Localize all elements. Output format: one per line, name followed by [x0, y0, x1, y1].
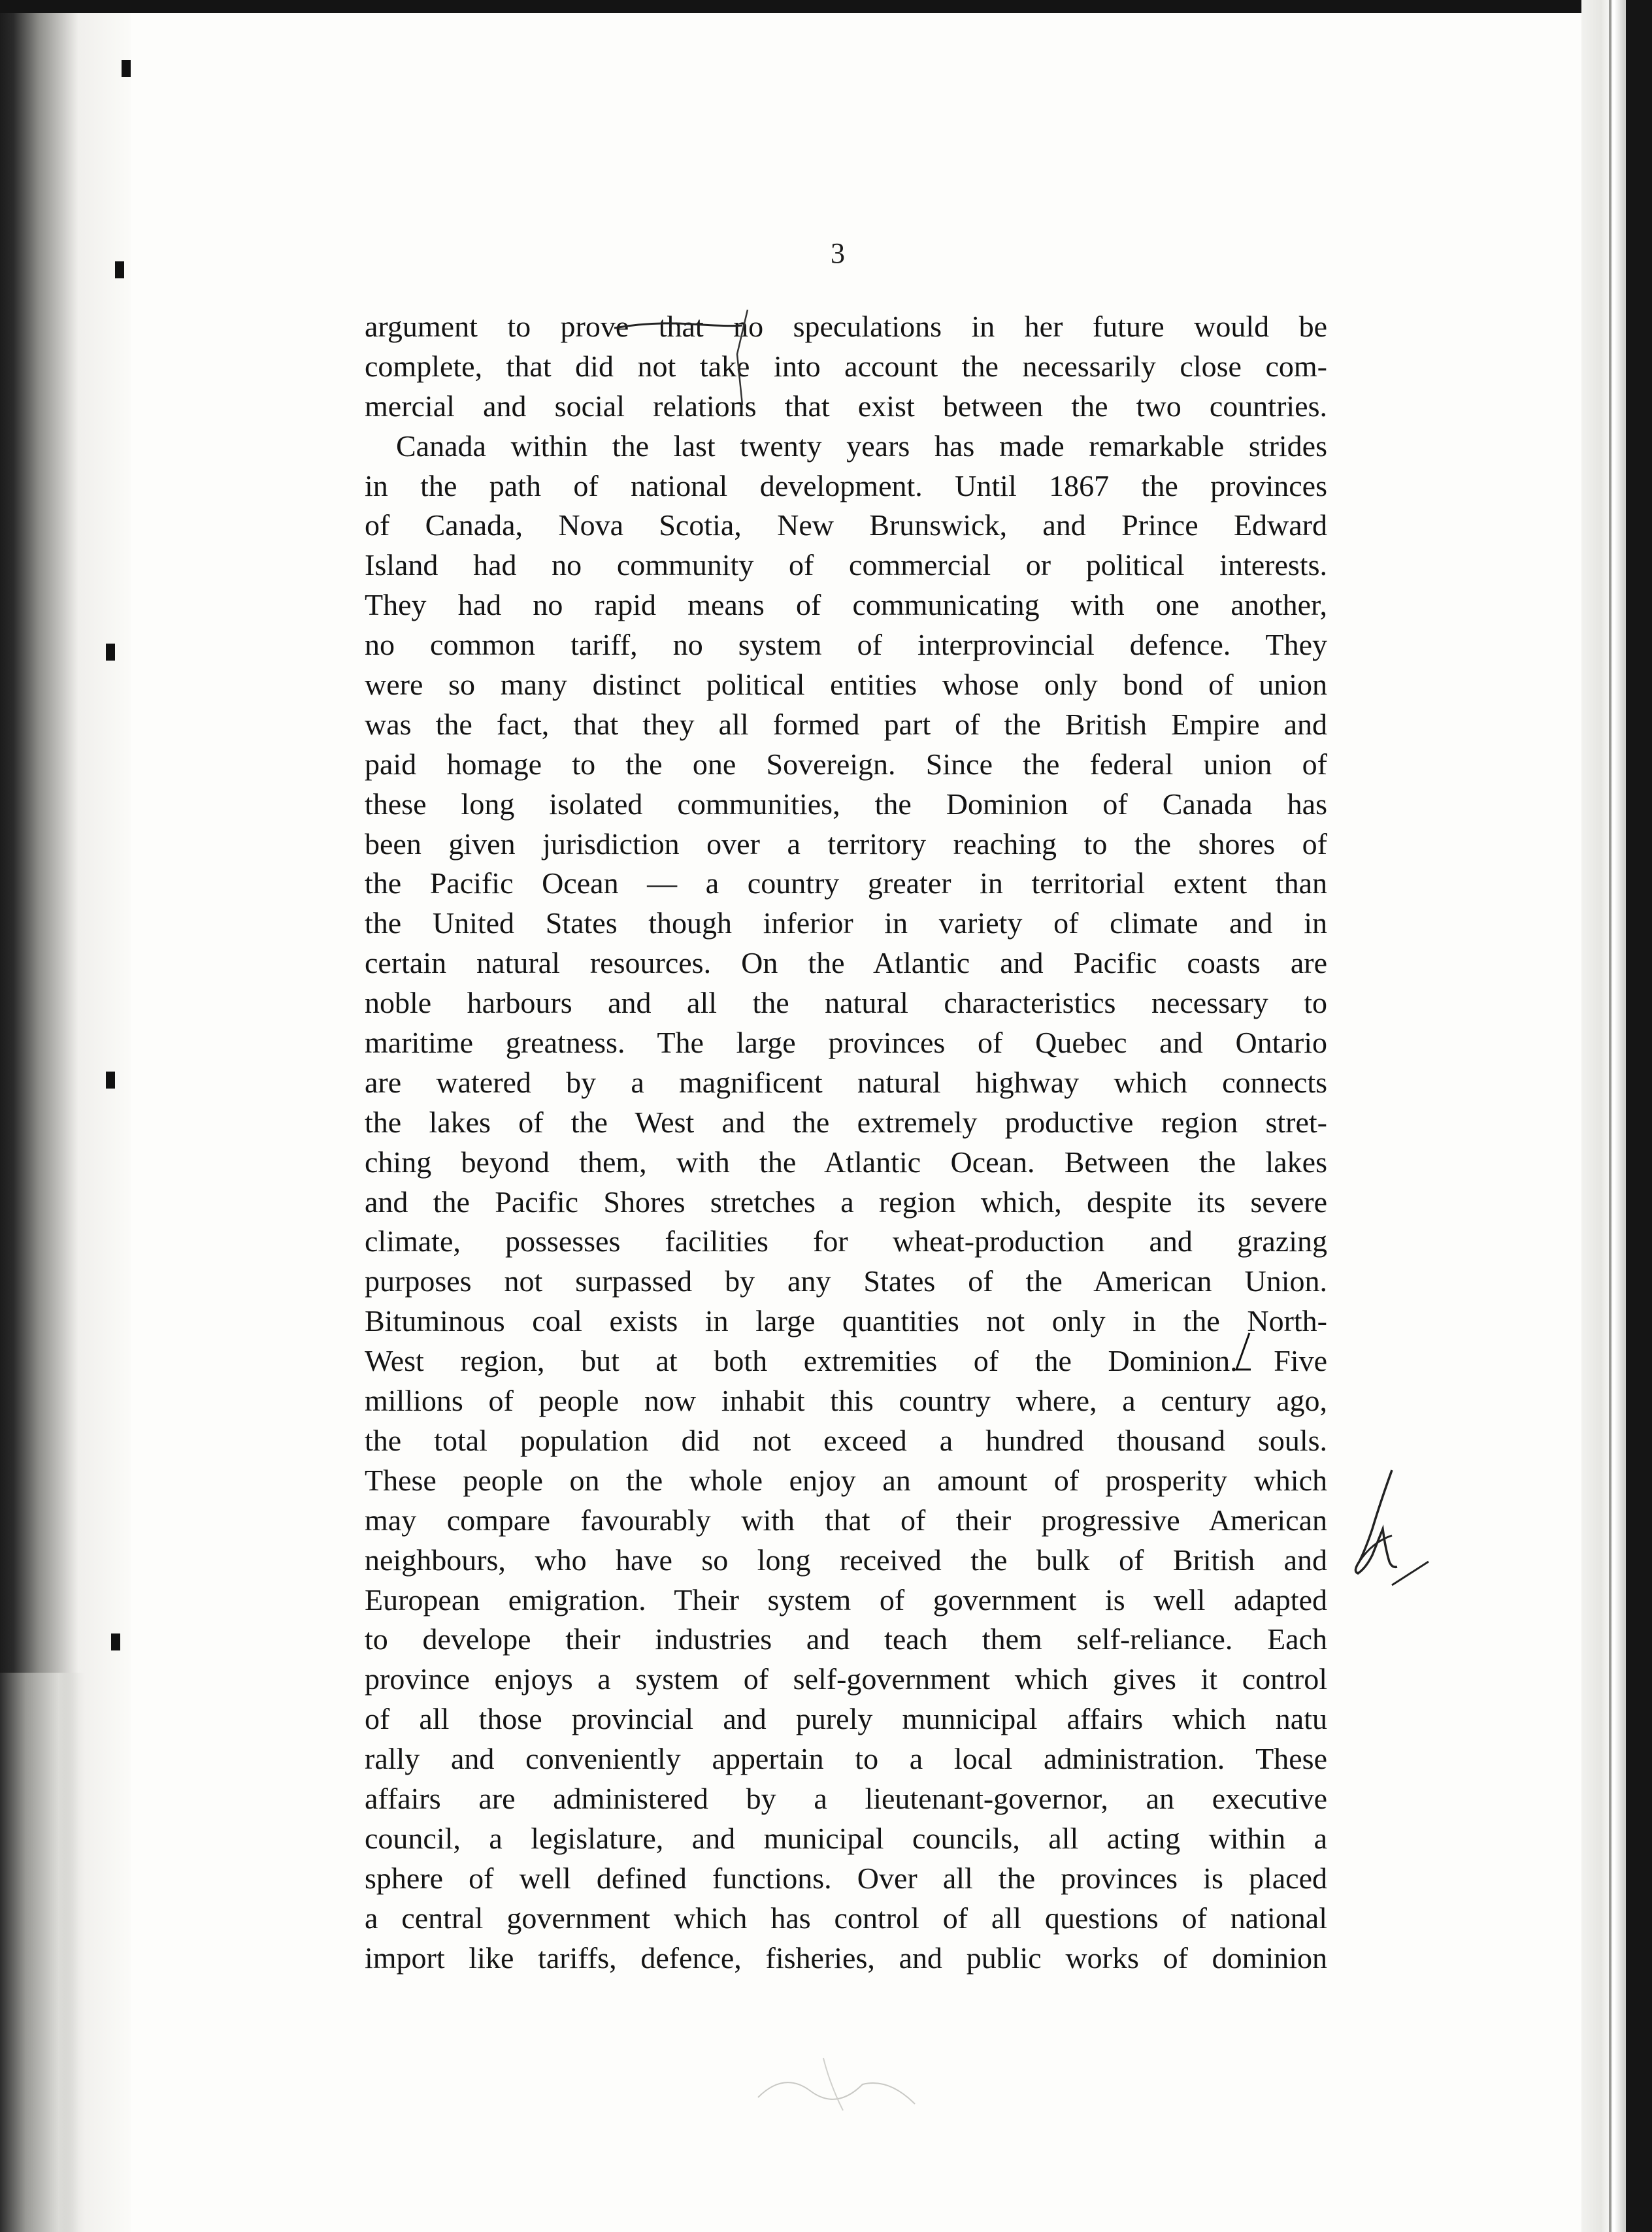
scan-border-top: [0, 0, 1652, 13]
text-line: complete, that did not take into account the necessarily close com-: [365, 349, 1327, 383]
text-line: in the path of national development. Until 1867 the provinces: [365, 468, 1327, 502]
text-line: the Pacific Ocean — a country greater in territorial extent than: [365, 866, 1327, 900]
text-line: no common tariff, no system of interprovincial defence. They: [365, 628, 1327, 662]
text-line: sphere of well defined functions. Over all the provinces is placed: [365, 1861, 1327, 1895]
text-line: rally and conveniently appertain to a local administration. These: [365, 1742, 1327, 1776]
text-line: these long isolated communities, the Dominion of Canada has: [365, 787, 1327, 821]
text-line: was the fact, that they all formed part of the British Empire and: [365, 707, 1327, 741]
text-line: certain natural resources. On the Atlantic and Pacific coasts are: [365, 946, 1327, 980]
handwritten-bracket-mark: [1234, 1332, 1252, 1372]
text-line: of all those provincial and purely munnicipal affairs which natu: [365, 1702, 1327, 1736]
scan-border-right: [1626, 0, 1652, 2232]
strikethrough-mark: [613, 319, 744, 332]
text-line: to develope their industries and teach them self-reliance. Each: [365, 1622, 1327, 1656]
text-line: argument to prove that no speculations in her future would be: [365, 310, 1327, 343]
text-line: and the Pacific Shores stretches a region which, despite its severe: [365, 1185, 1327, 1219]
text-line: were so many distinct political entities whose only bond of union: [365, 668, 1327, 702]
handwritten-marginal-note: [1346, 1464, 1431, 1588]
text-line: purposes not surpassed by any States of the American Union.: [365, 1264, 1327, 1298]
right-page-edge: [1581, 0, 1626, 2232]
gutter-mark: [106, 1072, 115, 1089]
text-line: a central government which has control of all questions of national: [365, 1901, 1327, 1935]
gutter-mark: [115, 261, 124, 278]
gutter-mark: [111, 1633, 120, 1650]
faint-scribble: [745, 2045, 941, 2124]
text-line: millions of people now inhabit this country where, a century ago,: [365, 1384, 1327, 1418]
text-line: These people on the whole enjoy an amount of prosperity which: [365, 1463, 1327, 1497]
text-line: of Canada, Nova Scotia, New Brunswick, and Prince Edward: [365, 508, 1327, 542]
text-line: may compare favourably with that of their progressive American: [365, 1503, 1327, 1537]
text-line: noble harbours and all the natural characteristics necessary to: [365, 986, 1327, 1020]
text-line: maritime greatness. The large provinces of Quebec and Ontario: [365, 1026, 1327, 1060]
gutter-mark: [122, 60, 131, 77]
text-line: Canada within the last twenty years has made remarkable strides: [396, 429, 1327, 463]
text-line: paid homage to the one Sovereign. Since the federal union of: [365, 747, 1327, 781]
text-line: West region, but at both extremities of the Dominion. Five: [365, 1344, 1327, 1378]
text-line: Island had no community of commercial or political interests.: [365, 548, 1327, 582]
text-line: been given jurisdiction over a territory reaching to the shores of: [365, 827, 1327, 861]
text-line: mercial and social relations that exist between the two countries.: [365, 389, 1327, 423]
text-line: are watered by a magnificent natural highway which connects: [365, 1065, 1327, 1099]
page-number: 3: [831, 237, 845, 269]
text-line: neighbours, who have so long received the bulk of British and: [365, 1543, 1327, 1577]
text-line: the United States though inferior in variety of climate and in: [365, 906, 1327, 940]
text-line: climate, possesses facilities for wheat-production and grazing: [365, 1224, 1327, 1258]
text-line: ching beyond them, with the Atlantic Ocean. Between the lakes: [365, 1145, 1327, 1179]
text-line: the lakes of the West and the extremely productive region stret-: [365, 1105, 1327, 1139]
text-line: affairs are administered by a lieutenant-governor, an executive: [365, 1781, 1327, 1815]
text-line: import like tariffs, defence, fisheries, and public works of dominion: [365, 1941, 1327, 1975]
text-line: They had no rapid means of communicating with one another,: [365, 588, 1327, 622]
binding-gutter-stain: [0, 1673, 85, 2232]
right-edge-line: [1609, 0, 1611, 2232]
text-line: the total population did not exceed a hundred thousand souls.: [365, 1423, 1327, 1457]
body-text: [365, 307, 1327, 1978]
text-line: council, a legislature, and municipal councils, all acting within a: [365, 1821, 1327, 1855]
handwritten-slash-mark: [733, 308, 750, 406]
text-line: Bituminous coal exists in large quantities not only in the North-: [365, 1304, 1327, 1338]
text-line: province enjoys a system of self-government which gives it control: [365, 1662, 1327, 1696]
text-line: European emigration. Their system of government is well adapted: [365, 1583, 1327, 1617]
gutter-mark: [106, 644, 115, 661]
